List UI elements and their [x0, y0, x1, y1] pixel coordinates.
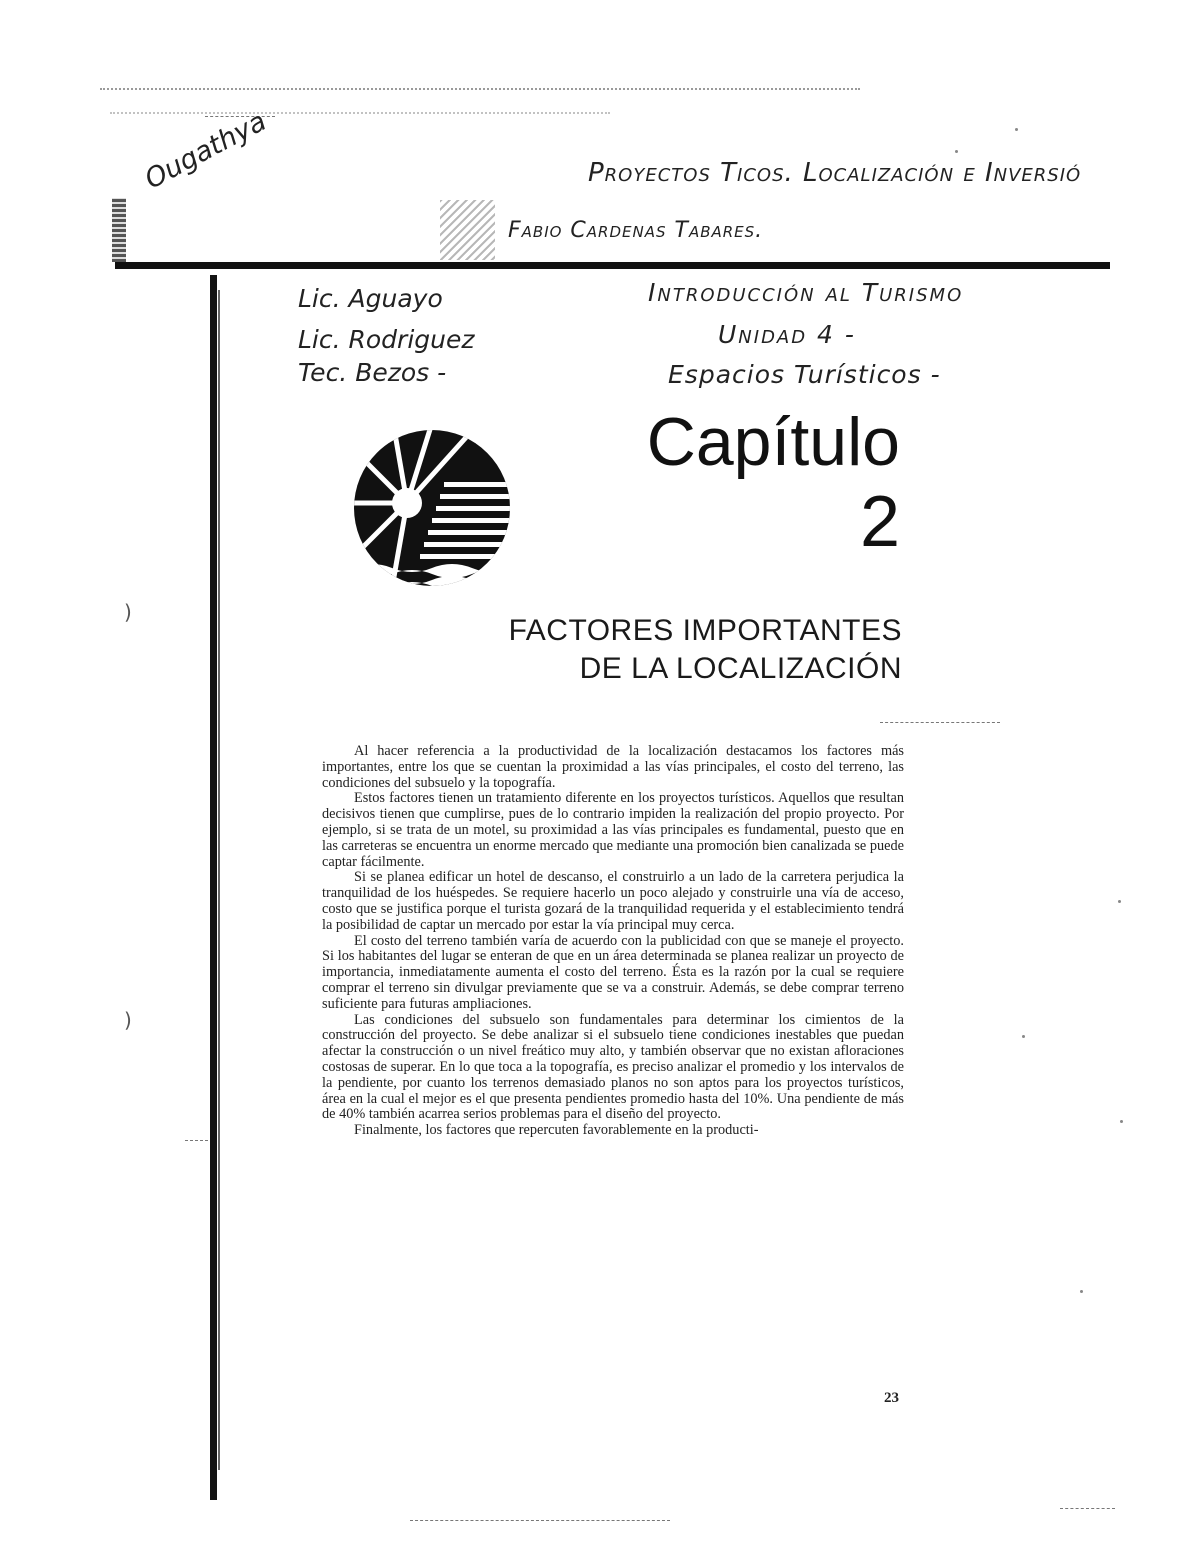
scan-bracket-mark: ) [124, 600, 132, 624]
handwritten-book-author: Fabio Cardenas Tabares. [508, 218, 764, 243]
body-paragraph: Las condiciones del subsuelo son fundamentales para determinar los cimientos de la construcción del proyecto. Se debe analizar si el subsuelo tiene condiciones inestables que puedan afectar la construcción o un nivel freático muy alto, y también observar que no existan afloraciones costosas de superar. En lo que toca a la topografía, es preciso analizar el promedio y los intervalos de la pendiente, por cuanto los terrenos demasiado planos no son aptos para los proyectos turísticos, área en la cual el mejor es el que presenta pendientes promedio hasta del 10%. Una pendiente de más de 40% también acarrea serios problemas para el diseño del proyecto. [322, 1011, 904, 1123]
scan-speck [1015, 128, 1018, 131]
page-number: 23 [884, 1390, 899, 1406]
body-paragraph: Estos factores tienen un tratamiento diferente en los proyectos turísticos. Aquellos que resultan decisivos tienen que cumplirse, pues de lo contrario impiden la realización del propio proyecto. Por ejemplo, si se trata de un motel, su proximidad a las vías principales es fundamental, puesto que en las carreteras se encuentra un enorme mercado que mediante una promoción bien canalizada se puede captar fácilmente. [322, 790, 904, 870]
margin-rule-shadow [218, 290, 220, 1470]
header-rule [115, 262, 1110, 269]
body-paragraph: El costo del terreno también varía de acuerdo con la publicidad con que se maneje el proyecto. Si los habitantes del lugar se enteran de que en un área determinada se planea realizar un proyecto de importancia, inmediatamente aumenta el costo del terreno. Ésta es la razón por la cual se requiere comprar el terreno sin divulgar previamente que se va a construir. Además, se debe comprar terreno suficiente para futuras ampliaciones. [322, 932, 904, 1012]
handwritten-course-note-2: Unidad 4 - [718, 320, 856, 349]
scan-speck [1120, 1120, 1123, 1123]
scan-bracket-mark: ) [124, 1008, 132, 1032]
section-title-line: DE LA LOCALIZACIÓN [579, 652, 902, 685]
chapter-number: 2 [859, 482, 900, 562]
scan-noise-top [100, 88, 860, 92]
sun-sea-logo-icon [352, 428, 512, 588]
handwritten-course-note-1: Introducción al Turismo [648, 278, 964, 307]
body-paragraph: Al hacer referencia a la productividad de la localización destacamos los factores más importantes, entre los que se cuentan la proximidad a las vías principales, el costo del terreno, las condiciones del subsuelo y la topografía. [322, 743, 904, 791]
scan-speck [1022, 1035, 1025, 1038]
scan-speck [1080, 1290, 1083, 1293]
handwritten-book-title: Proyectos Ticos. Localización e Inversió [588, 158, 1082, 188]
body-text [322, 744, 904, 1139]
section-title-line: FACTORES IMPORTANTES [508, 614, 902, 647]
scan-stamp-mark [112, 198, 126, 262]
scan-speck [955, 150, 958, 153]
scan-noise-line [185, 1140, 213, 1141]
body-paragraph: Si se planea edificar un hotel de descanso, el construirlo a un lado de la carretera perjudica la tranquilidad de los huéspedes. Se requiere hacerlo un poco alejado y construirle una vía de acceso, costo que se justifica porque el turista gozará de la tranquilidad requerida y el establecimiento tendrá la posibilidad de captar un mercado por estar la vía principal muy cerca. [322, 869, 904, 933]
handwritten-teacher-1: Lic. Aguayo [298, 284, 443, 313]
margin-rule [210, 275, 217, 1500]
handwritten-course-note-3: Espacios Turísticos - [668, 360, 941, 389]
scan-speck [1118, 900, 1121, 903]
handwritten-teacher-2: Lic. Rodriguez [298, 325, 475, 354]
handwritten-teacher-3: Tec. Bezos - [298, 358, 447, 387]
body-paragraph: Finalmente, los factores que repercuten favorablemente en la producti- [354, 1122, 759, 1139]
scan-noise-line [410, 1520, 670, 1521]
scan-smudge [440, 200, 495, 260]
scan-noise-top-2 [110, 112, 610, 116]
section-title [509, 612, 902, 688]
scan-noise-line [1060, 1508, 1115, 1509]
handwritten-signature: Ougathya [140, 105, 272, 196]
chapter-word: Capítulo [646, 404, 900, 480]
scan-noise-line [880, 722, 1000, 723]
